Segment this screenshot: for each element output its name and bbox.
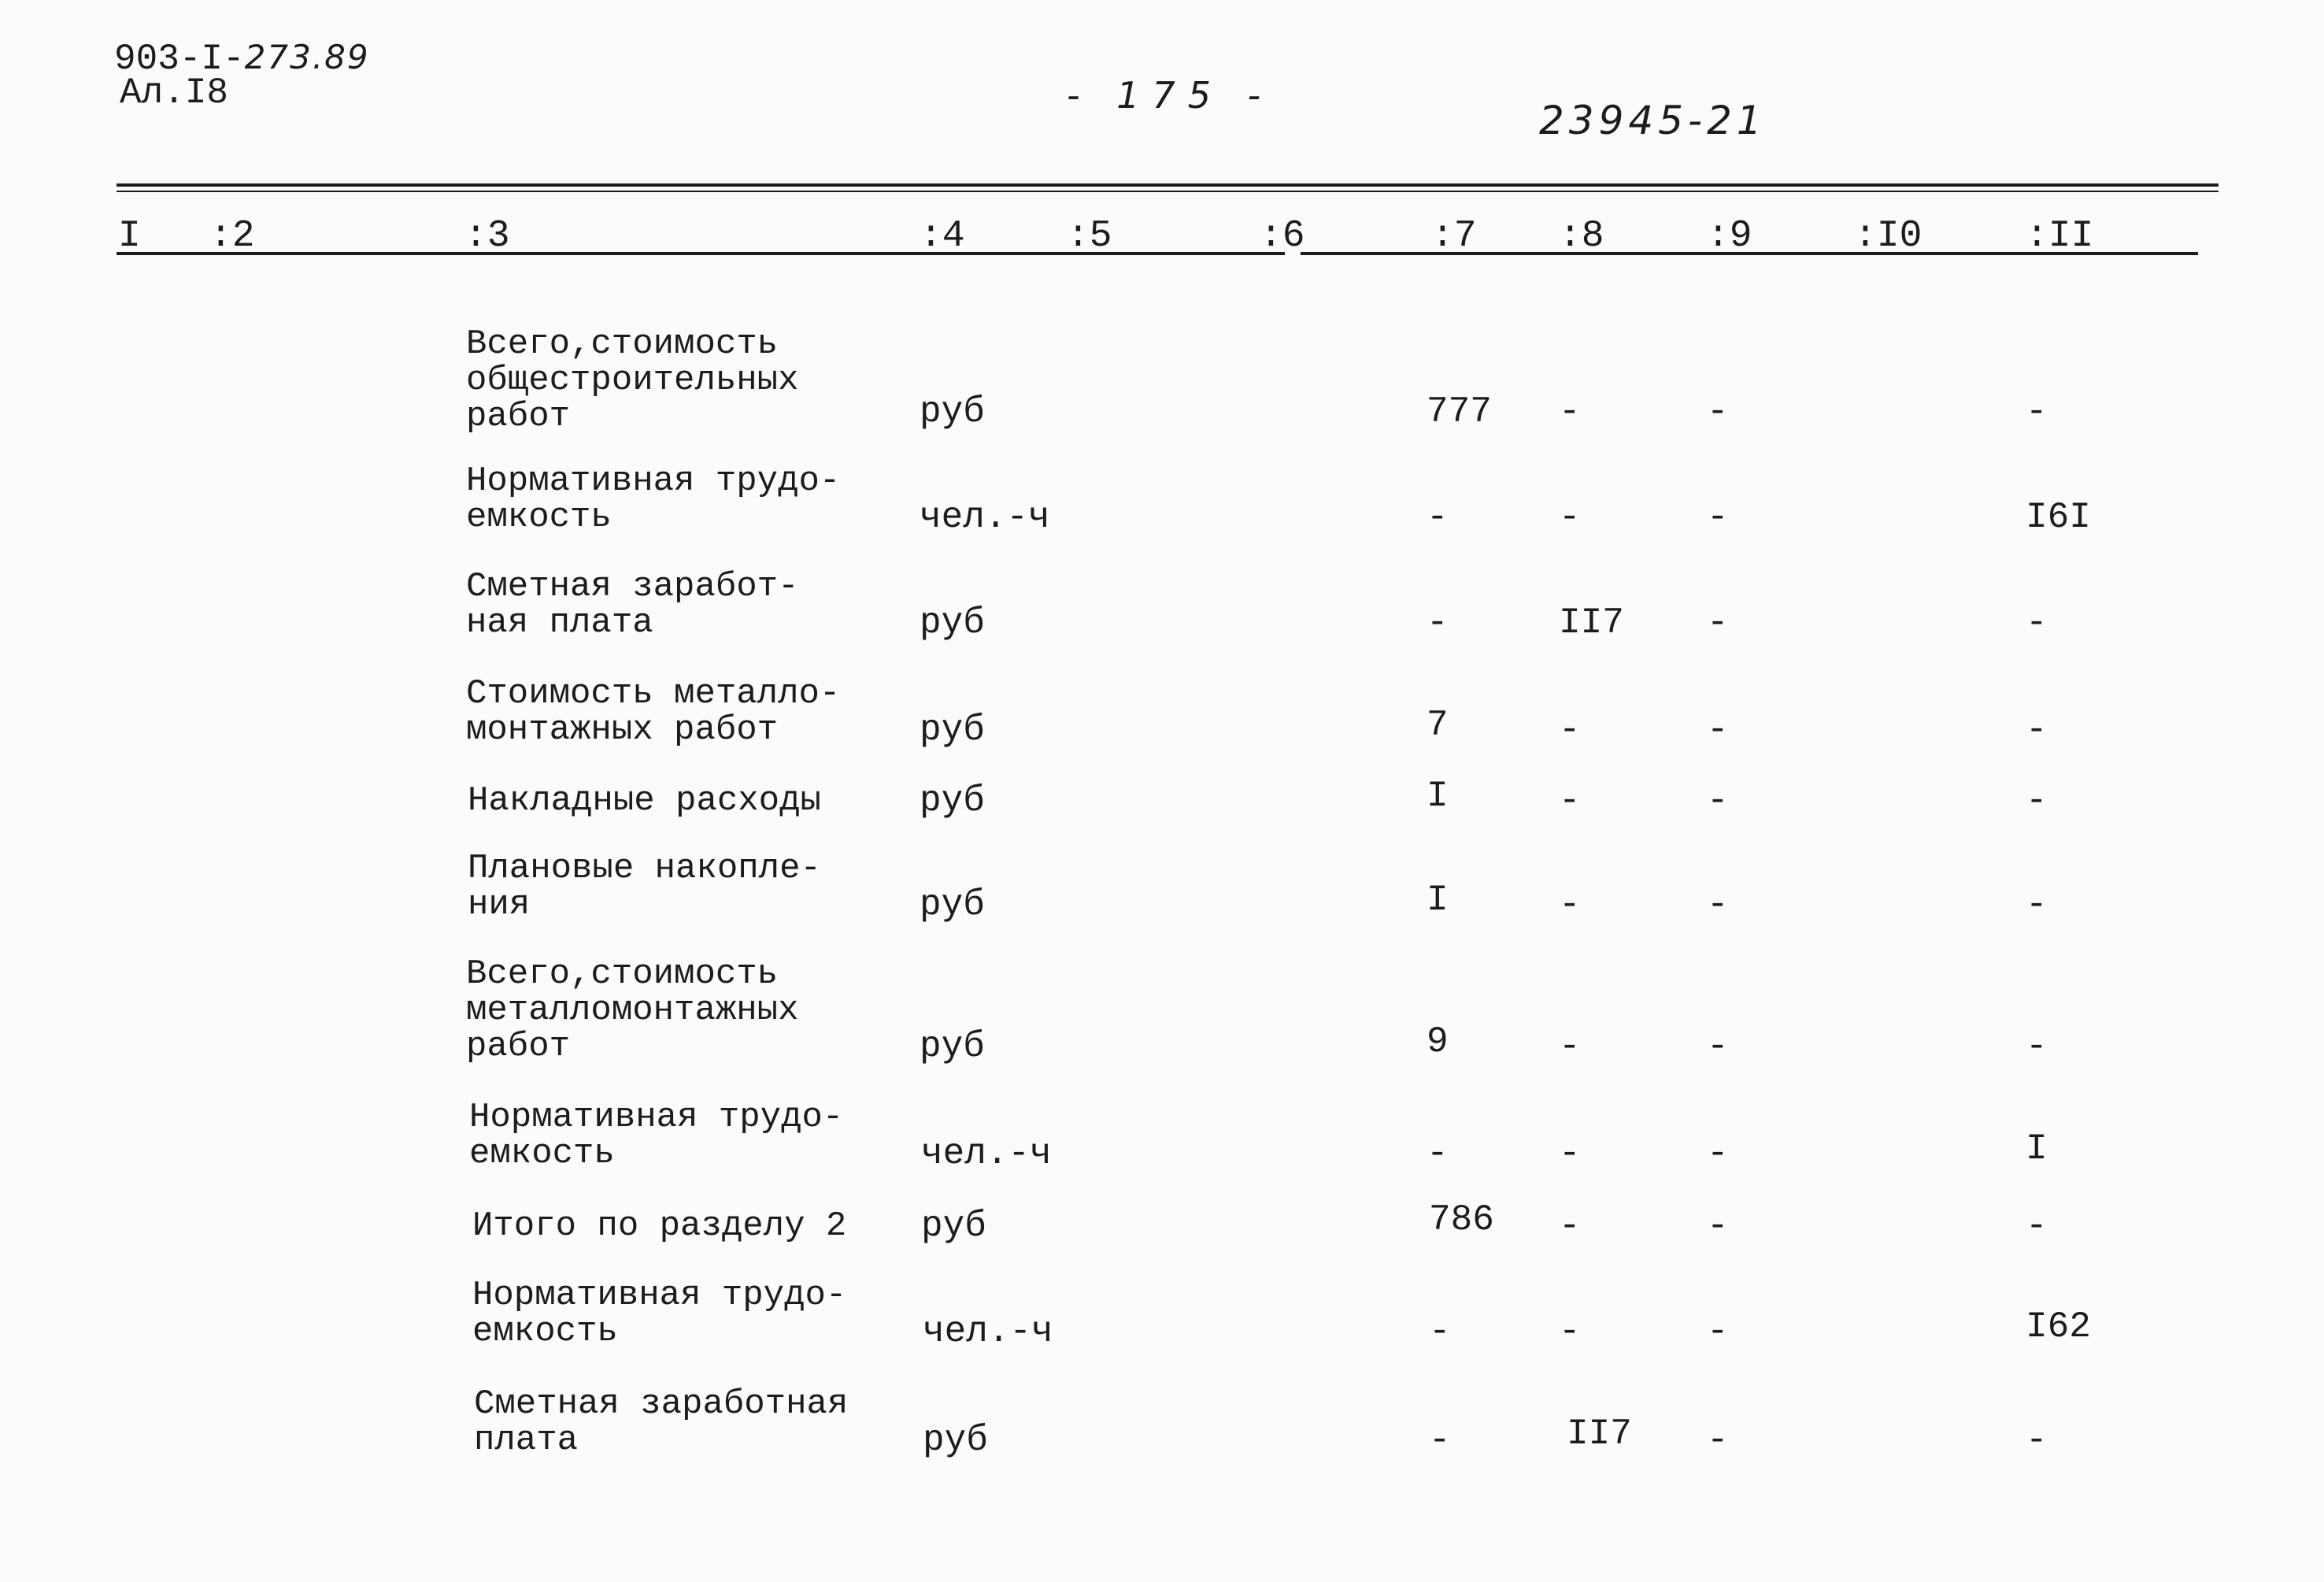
row-col7: 7 xyxy=(1427,705,1449,746)
column-header-5: :5 xyxy=(1067,215,1112,257)
row-col11: - xyxy=(2026,391,2048,432)
album-number: Ал.I8 xyxy=(120,72,229,113)
column-header-10: :I0 xyxy=(1854,215,1922,257)
page-number: - 175 - xyxy=(1067,74,1274,117)
row-col7: - xyxy=(1429,1311,1451,1352)
row-col8: II7 xyxy=(1559,602,1624,643)
row-col8: II7 xyxy=(1567,1413,1632,1454)
row-col9: - xyxy=(1707,1420,1729,1461)
row-col8: - xyxy=(1559,780,1581,821)
row-label: Нормативная трудо- емкость xyxy=(472,1276,847,1351)
row-col8: - xyxy=(1559,709,1581,750)
row-col9: - xyxy=(1707,709,1729,750)
row-col7: - xyxy=(1429,1420,1451,1461)
row-col9: - xyxy=(1707,1311,1729,1352)
row-label: Итого по разделу 2 xyxy=(472,1206,847,1246)
column-header-11: :II xyxy=(2026,215,2094,257)
row-col8: - xyxy=(1559,1026,1581,1067)
row-col11: - xyxy=(2026,780,2048,821)
row-label: Сметная заработ- ная плата xyxy=(466,567,799,643)
row-col9: - xyxy=(1707,884,1729,925)
column-header-6: :6 xyxy=(1260,215,1305,257)
row-col9: - xyxy=(1707,497,1729,538)
row-col7: 777 xyxy=(1427,391,1492,432)
row-col7: I xyxy=(1427,776,1449,817)
row-col8: - xyxy=(1559,1311,1581,1352)
row-col9: - xyxy=(1707,780,1729,821)
row-label: Стоимость металло- монтажных работ xyxy=(466,674,841,750)
column-header-9: :9 xyxy=(1707,215,1752,257)
row-label: Сметная заработная плата xyxy=(474,1384,849,1460)
row-col8: - xyxy=(1559,497,1581,538)
row-label: Плановые накопле- ния xyxy=(468,849,821,924)
row-col11: - xyxy=(2026,1026,2048,1067)
column-header-7: :7 xyxy=(1431,215,1477,257)
row-label: Нормативная трудо- емкость xyxy=(466,461,841,537)
row-col8: - xyxy=(1559,1133,1581,1174)
row-col11: I xyxy=(2026,1128,2048,1169)
row-col7: - xyxy=(1427,602,1449,643)
row-label: Нормативная трудо- емкость xyxy=(469,1098,844,1173)
row-unit: чел.-ч xyxy=(923,1311,1053,1352)
sheet-code: 23945-21 xyxy=(1539,98,1767,143)
row-col9: - xyxy=(1707,391,1729,432)
row-col7: 786 xyxy=(1429,1199,1494,1240)
row-col11: - xyxy=(2026,1206,2048,1247)
row-unit: руб xyxy=(920,884,985,925)
row-unit: чел.-ч xyxy=(920,497,1050,538)
row-col11: - xyxy=(2026,602,2048,643)
column-header-8: :8 xyxy=(1559,215,1604,257)
row-col8: - xyxy=(1559,1206,1581,1247)
top-rule xyxy=(117,183,2219,187)
row-col11: - xyxy=(2026,1420,2048,1461)
row-col9: - xyxy=(1707,1133,1729,1174)
row-unit: руб xyxy=(921,1206,986,1247)
column-header-4: :4 xyxy=(920,215,965,257)
row-col7: - xyxy=(1427,497,1449,538)
row-col11: - xyxy=(2026,709,2048,750)
row-unit: руб xyxy=(923,1420,988,1461)
top-rule-second xyxy=(117,191,2219,192)
row-col7: - xyxy=(1427,1133,1449,1174)
column-header-1: I xyxy=(118,215,141,257)
row-col7: 9 xyxy=(1427,1021,1449,1062)
row-col11: I6I xyxy=(2026,497,2091,538)
row-col9: - xyxy=(1707,1206,1729,1247)
row-unit: руб xyxy=(920,1026,985,1067)
row-label: Всего,стоимость общестроительных работ xyxy=(466,324,799,436)
row-unit: чел.-ч xyxy=(921,1133,1052,1174)
row-col8: - xyxy=(1559,884,1581,925)
row-unit: руб xyxy=(920,780,985,821)
row-unit: руб xyxy=(920,709,985,750)
row-label: Накладные расходы xyxy=(468,781,821,821)
row-col7: I xyxy=(1427,880,1449,921)
row-col9: - xyxy=(1707,1026,1729,1067)
document-code-printed: 903-I- xyxy=(114,39,245,80)
document-code-handwritten: 273.89 xyxy=(244,38,370,76)
row-label: Всего,стоимость металломонтажных работ xyxy=(466,954,799,1066)
row-unit: руб xyxy=(920,602,985,643)
column-header-2: :2 xyxy=(209,215,255,257)
row-col9: - xyxy=(1707,602,1729,643)
row-col11: - xyxy=(2026,884,2048,925)
row-unit: руб xyxy=(920,391,985,432)
row-col11: I62 xyxy=(2026,1306,2091,1347)
row-col8: - xyxy=(1559,391,1581,432)
column-header-3: :3 xyxy=(464,215,510,257)
